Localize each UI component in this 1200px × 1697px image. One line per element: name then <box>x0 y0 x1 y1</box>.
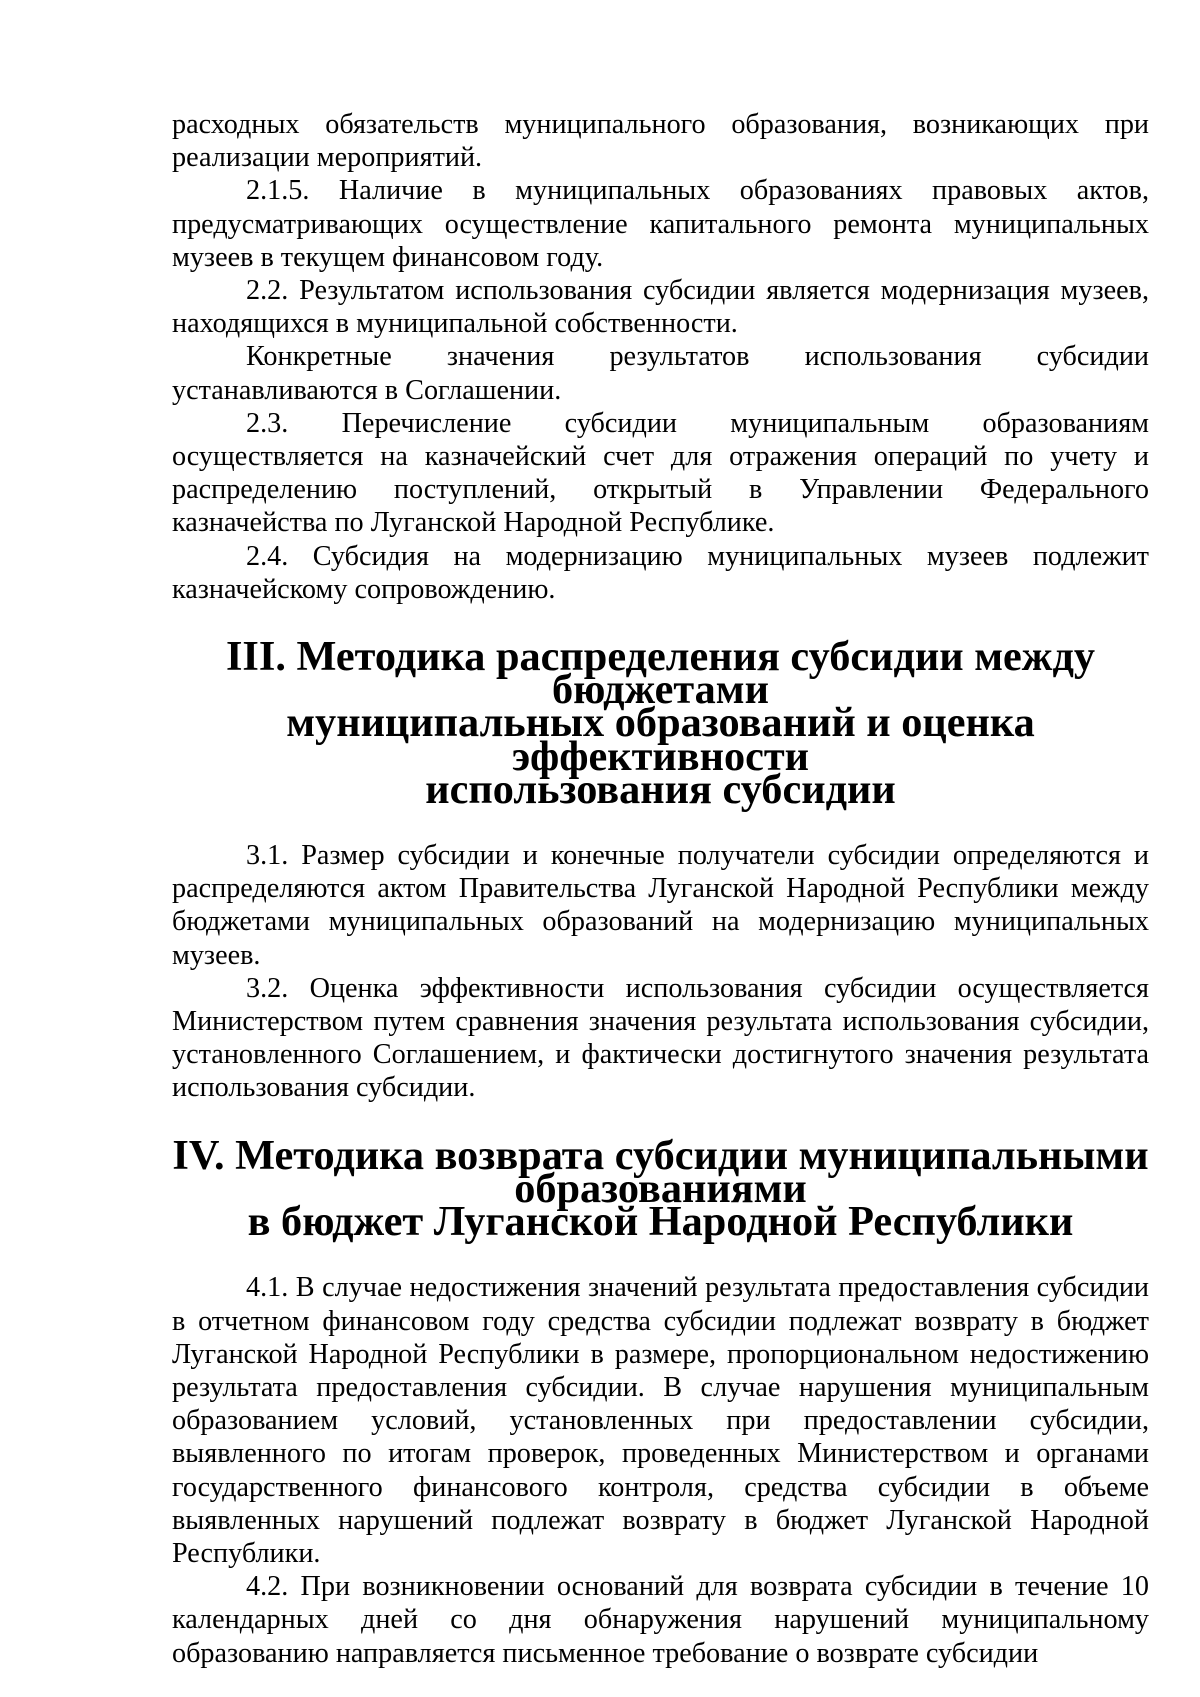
section-3-heading-line1: III. Методика распределения субсидии между бюджетами <box>225 633 1096 714</box>
paragraph-2-3: 2.3. Перечисление субсидии муниципальным образованиям осуществляется на казначейский счет для отражения операций по учету и распределению поступлений, открытый в Управлении Федерального казначейства по Луганской Народной Республике. <box>172 407 1149 539</box>
paragraph-4-2: 4.2. При возникновении оснований для возврата субсидии в течение 10 календарных дней со дня обнаружения нарушений муниципальному образованию направляется письменное требование о возврате субсидии <box>172 1571 1149 1669</box>
paragraph-2-1-5: 2.1.5. Наличие в муниципальных образованиях правовых актов, предусматривающих осуществление капитального ремонта муниципальных музеев в текущем финансовом году. <box>172 175 1149 273</box>
paragraph-4-1: 4.1. В случае недостижения значений результата предоставления субсидии в отчетном финансовом году средства субсидии подлежат возврату в бюджет Луганской Народной Республики в размере, пропорциональном недостижению результата предоставления субсидии. В случае нарушения муниципальным образованием условий, установленных при предоставлении субсидии, выявленного по итогам проверок, проведенных Министерством и органами государственного финансового контроля, средства субсидии в объеме выявленных нарушений подлежат возврату в бюджет Луганской Народной Республики. <box>172 1272 1149 1569</box>
paragraph-2-2: 2.2. Результатом использования субсидии является модернизация музеев, находящихся в муниципальной собственности. <box>172 275 1149 340</box>
section-3-heading-line3: использования субсидии <box>425 765 896 813</box>
section-4-heading <box>172 1131 1149 1246</box>
section-3-heading-line2: муниципальных образований и оценка эффективности <box>286 699 1035 780</box>
paragraph-2-4: 2.4. Субсидия на модернизацию муниципальных музеев подлежит казначейскому сопровождению. <box>172 540 1149 605</box>
section-4-heading-line2: в бюджет Луганской Народной Республики <box>247 1198 1074 1246</box>
paragraph-3-2: 3.2. Оценка эффективности использования субсидии осуществляется Министерством путем сравнения значения результата использования субсидии, установленного Соглашением, и фактически достигнутого значения результата использования субсидии. <box>172 972 1149 1104</box>
document-page <box>172 108 1149 1670</box>
paragraph-specific-values: Конкретные значения результатов использования субсидии устанавливаются в Соглашении. <box>172 341 1149 406</box>
section-4-heading-line1: IV. Методика возврата субсидии муниципальными образованиями <box>172 1131 1149 1212</box>
paragraph-3-1: 3.1. Размер субсидии и конечные получатели субсидии определяются и распределяются актом Правительства Луганской Народной Республики между бюджетами муниципальных образований на модернизацию муниципальных музеев. <box>172 840 1149 971</box>
section-3-heading <box>172 633 1149 813</box>
paragraph-continuation: расходных обязательств муниципального образования, возникающих при реализации мероприятий. <box>172 109 1149 174</box>
